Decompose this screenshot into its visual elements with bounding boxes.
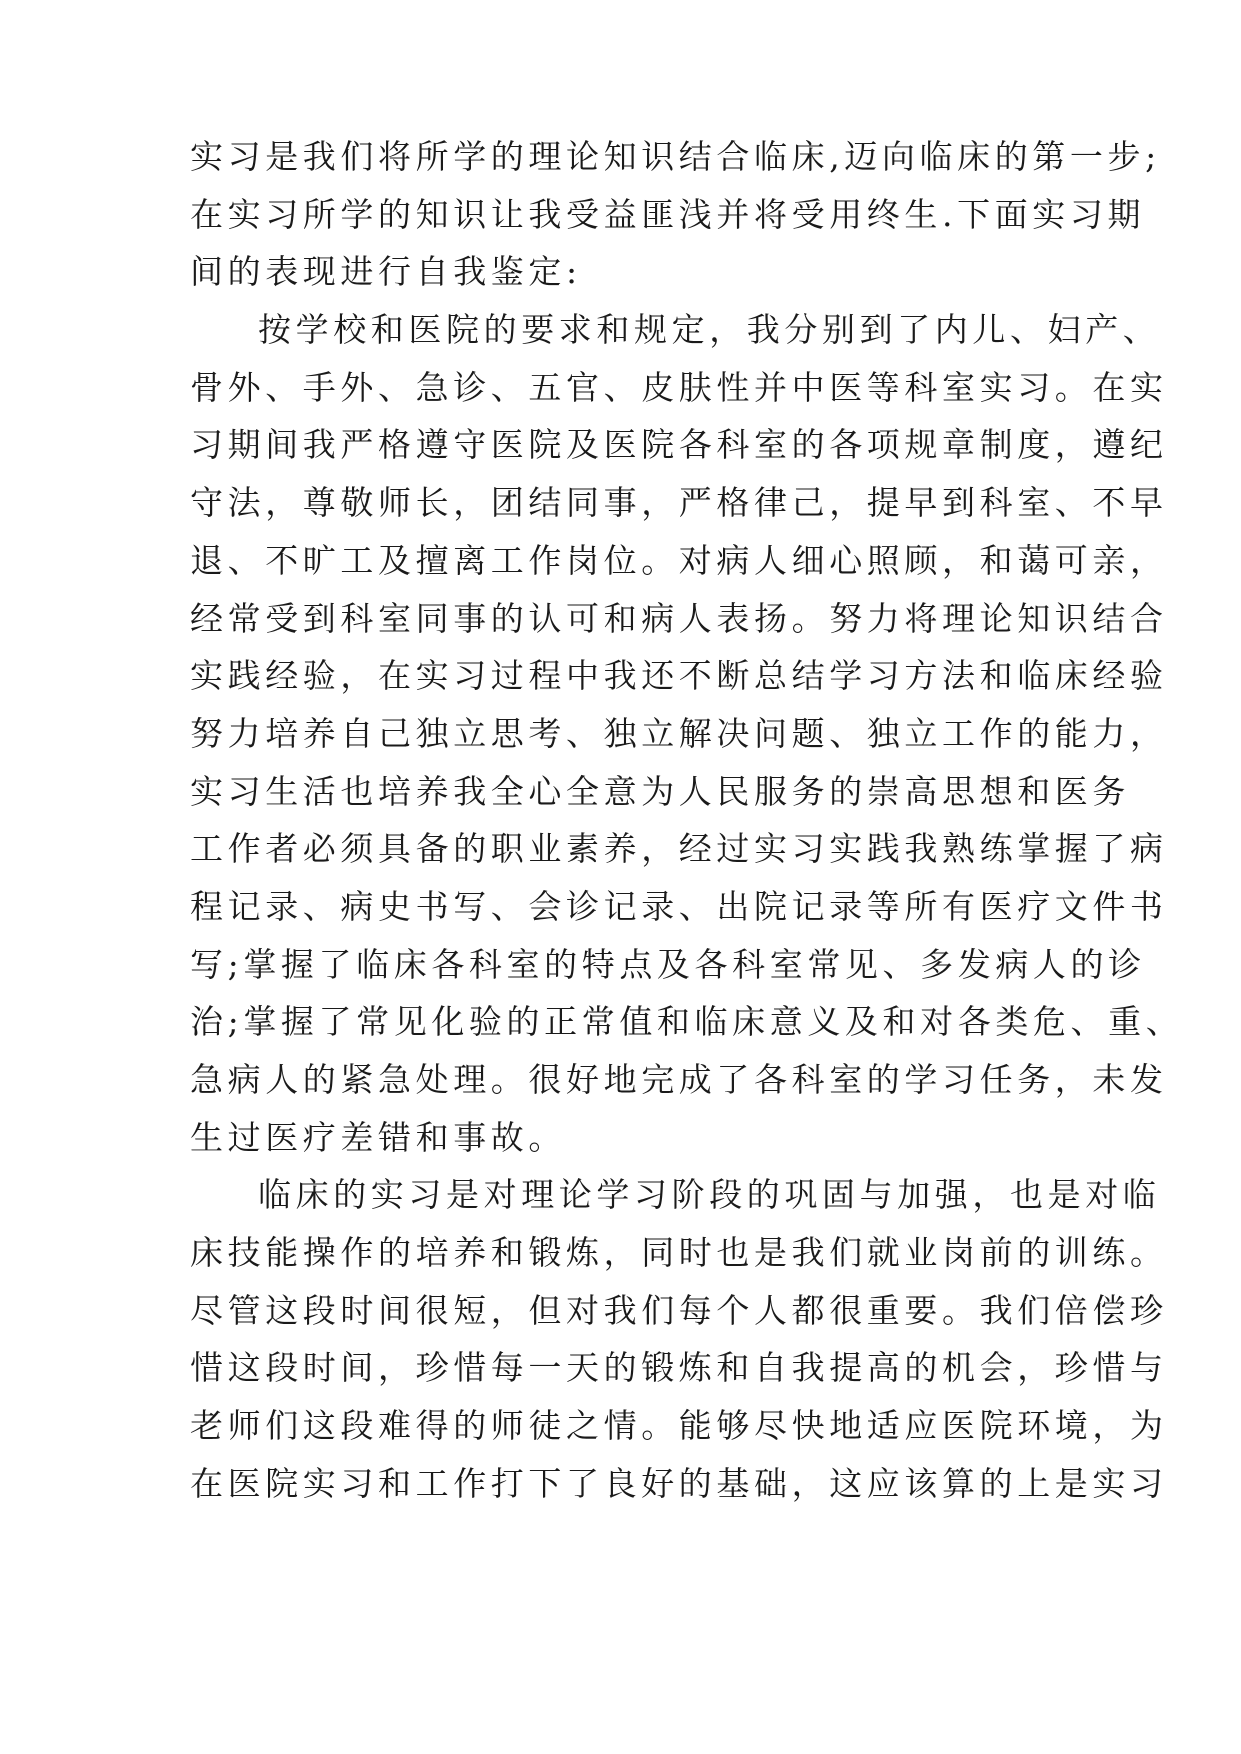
text-line: 程记录、病史书写、会诊记录、出院记录等所有医疗文件书 — [190, 886, 1168, 926]
text-line: 实习生活也培养我全心全意为人民服务的崇高思想和医务 — [190, 771, 1130, 811]
text-line: 在医院实习和工作打下了良好的基础，这应该算的上是实习 — [190, 1463, 1168, 1503]
text-line: 习期间我严格遵守医院及医院各科室的各项规章制度，遵纪 — [190, 425, 1168, 465]
text-line: 工作者必须具备的职业素养，经过实习实践我熟练掌握了病 — [190, 829, 1168, 869]
text-line: 努力培养自己独立思考、独立解决问题、独立工作的能力， — [190, 713, 1168, 753]
text-line: 经常受到科室同事的认可和病人表扬。努力将理论知识结合 — [190, 598, 1168, 638]
document-body — [190, 128, 1184, 1513]
paragraph-first-line: 临床的实习是对理论学习阶段的巩固与加强，也是对临 — [258, 1175, 1161, 1215]
text-line: 实践经验，在实习过程中我还不断总结学习方法和临床经验 — [190, 656, 1168, 696]
text-line: 守法，尊敬师长，团结同事，严格律己，提早到科室、不早 — [190, 483, 1168, 523]
text-line: 实习是我们将所学的理论知识结合临床,迈向临床的第一步; — [190, 137, 1161, 176]
text-line: 尽管这段时间很短，但对我们每个人都很重要。我们倍偿珍 — [190, 1290, 1168, 1330]
text-line: 床技能操作的培养和锻炼，同时也是我们就业岗前的训练。 — [190, 1233, 1168, 1273]
text-line: 惜这段时间，珍惜每一天的锻炼和自我提高的机会，珍惜与 — [190, 1348, 1168, 1388]
text-line: 间的表现进行自我鉴定: — [190, 252, 582, 292]
text-line: 急病人的紧急处理。很好地完成了各科室的学习任务，未发 — [190, 1060, 1168, 1099]
text-line: 治;掌握了常见化验的正常值和临床意义及和对各类危、重、 — [190, 1002, 1184, 1042]
text-line: 骨外、手外、急诊、五官、皮肤性并中医等科室实习。在实 — [190, 367, 1168, 407]
text-line: 生过医疗差错和事故。 — [190, 1117, 566, 1157]
text-line: 在实习所学的知识让我受益匪浅并将受用终生.下面实习期 — [190, 194, 1146, 234]
paragraph-first-line: 按学校和医院的要求和规定，我分别到了内儿、妇产、 — [258, 310, 1161, 350]
text-line: 写;掌握了临床各科室的特点及各科室常见、多发病人的诊 — [190, 944, 1146, 984]
text-line: 退、不旷工及擅离工作岗位。对病人细心照顾，和蔼可亲， — [190, 540, 1168, 580]
text-line: 老师们这段难得的师徒之情。能够尽快地适应医院环境，为 — [190, 1406, 1168, 1446]
